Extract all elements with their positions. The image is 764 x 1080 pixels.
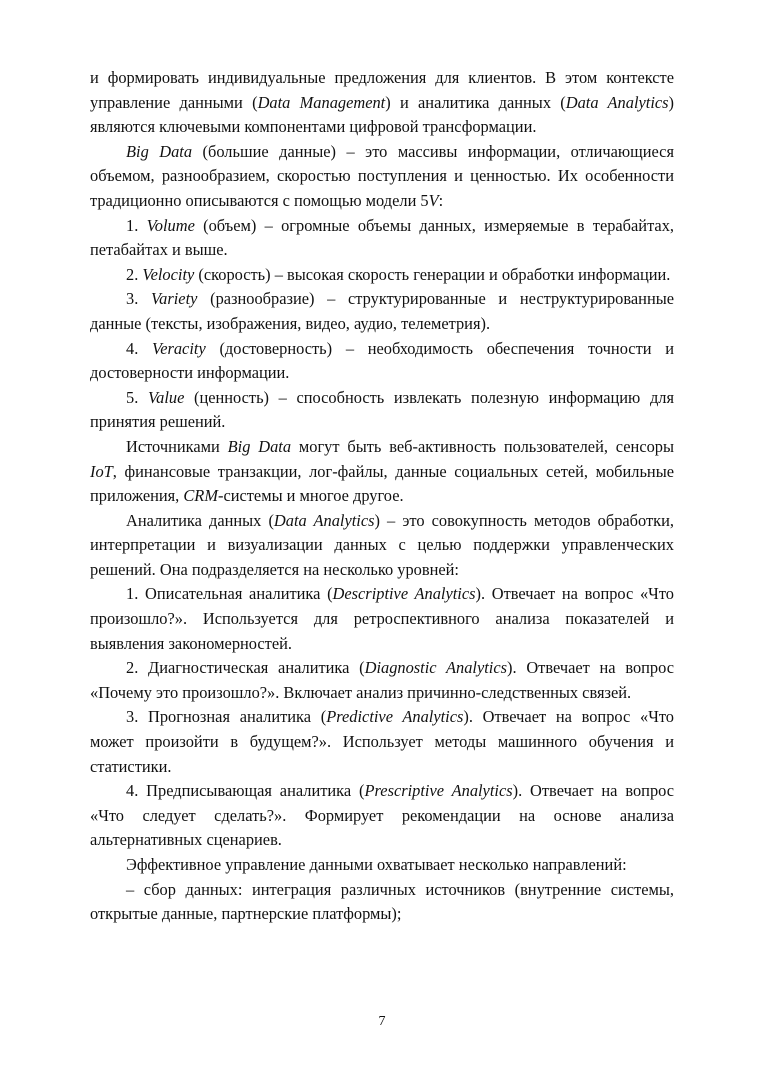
text-run: (разнообразие) – структурированные и неструктурированные данные (тексты, изображения, видео, аудио, телеметрия). [90,289,675,333]
p-big-data-definition [90,140,674,214]
text-run: ). Отвечает на вопрос «Что следует сделать?». Формирует рекомендации на основе анализа альтернативных сценариев. [90,781,675,850]
text-run: -системы и многое другое. [217,486,404,506]
text-run: (достоверность) – необходимость обеспечения точности и достоверности информации. [90,338,674,383]
text-run: (скорость) – высокая скорость генерации и обработки информации. [194,264,671,284]
p-descriptive [90,582,674,656]
text-run: 3. [126,289,151,309]
p-volume [90,214,674,263]
p-variety [90,287,674,336]
p-intro-continuation [90,66,674,140]
p-data-collection [90,878,674,927]
italic-term: CRM [183,486,218,506]
italic-term: V [428,190,439,210]
text-run: (объем) – огромные объемы данных, измеряемые в терабайтах, петабайтах и выше. [90,215,675,260]
text-run: 1. Описательная аналитика ( [126,584,333,604]
text-run: 4. Предписывающая аналитика ( [126,781,365,801]
text-run: Аналитика данных ( [126,510,274,530]
text-run: 4. [126,338,153,358]
text-run: могут быть веб-активность пользователей, сенсоры [291,436,674,456]
text-run: ) являются ключевыми компонентами цифровой трансформации. [90,92,674,137]
p-sources [90,435,674,509]
text-run: Источниками [126,436,228,456]
p-predictive [90,705,674,779]
italic-term: Velocity [142,264,195,284]
italic-term: Value [147,387,185,407]
text-run: : [438,190,444,210]
page-body [90,66,674,927]
p-value [90,386,674,435]
text-run: (ценность) – способность извлекать полезную информацию для принятия решений. [90,387,675,432]
italic-term: Predictive Analytics [326,707,464,727]
italic-term: Diagnostic Analytics [364,658,508,678]
p-veracity [90,337,674,386]
italic-term: Data Management [257,92,386,112]
text-run: 2. Диагностическая аналитика ( [126,658,365,678]
page-number: 7 [378,1014,386,1029]
p-velocity [90,263,674,288]
text-run: 5. [126,387,148,407]
text-run: ). Отвечает на вопрос «Что может произойти в будущем?». Использует методы машинного обучения и статистики. [90,707,674,776]
p-management-directions [90,853,674,878]
text-run: (большие данные) – это массивы информации, отличающиеся объемом, разнообразием, скоростью поступления и ценностью. Их особенности традиционно описываются с помощью модели 5 [90,141,674,210]
italic-term: Prescriptive Analytics [364,781,513,801]
text-run: , финансовые транзакции, лог-файлы, данные социальных сетей, мобильные приложения, [90,461,674,506]
italic-term: Variety [150,289,198,309]
text-run: ) – это совокупность методов обработки, интерпретации и визуализации данных с целью поддержки управленческих решений. Она подразделяется на несколько уровней: [90,510,674,579]
italic-term: Descriptive Analytics [332,584,476,604]
text-run: 2. [126,264,143,284]
text-run: ). Отвечает на вопрос «Что произошло?». Используется для ретроспективного анализа показателей и выявления закономерностей. [90,584,674,653]
p-analytics-definition [90,509,674,583]
p-diagnostic [90,656,674,705]
text-run: 3. Прогнозная аналитика ( [126,707,327,727]
text-run: – сбор данных: интеграция различных источников (внутренние системы, открытые данные, партнерские платформы); [90,879,674,924]
italic-term: Data Analytics [273,510,375,530]
text-run: 1. [126,215,147,235]
italic-term: Data Analytics [565,92,669,112]
text-run: и формировать индивидуальные предложения для клиентов. В этом контексте управление данными ( [90,68,674,112]
italic-term: Volume [146,215,195,235]
italic-term: IoT [90,461,113,481]
text-run: Эффективное управление данными охватывает несколько направлений: [126,855,627,874]
italic-term: Big Data [227,436,292,456]
text-run: ) и аналитика данных ( [385,92,566,112]
text-run: ). Отвечает на вопрос «Почему это произошло?». Включает анализ причинно-следственных связей. [90,658,675,702]
p-prescriptive [90,779,674,853]
italic-term: Big Data [126,141,193,161]
italic-term: Veracity [152,338,206,358]
